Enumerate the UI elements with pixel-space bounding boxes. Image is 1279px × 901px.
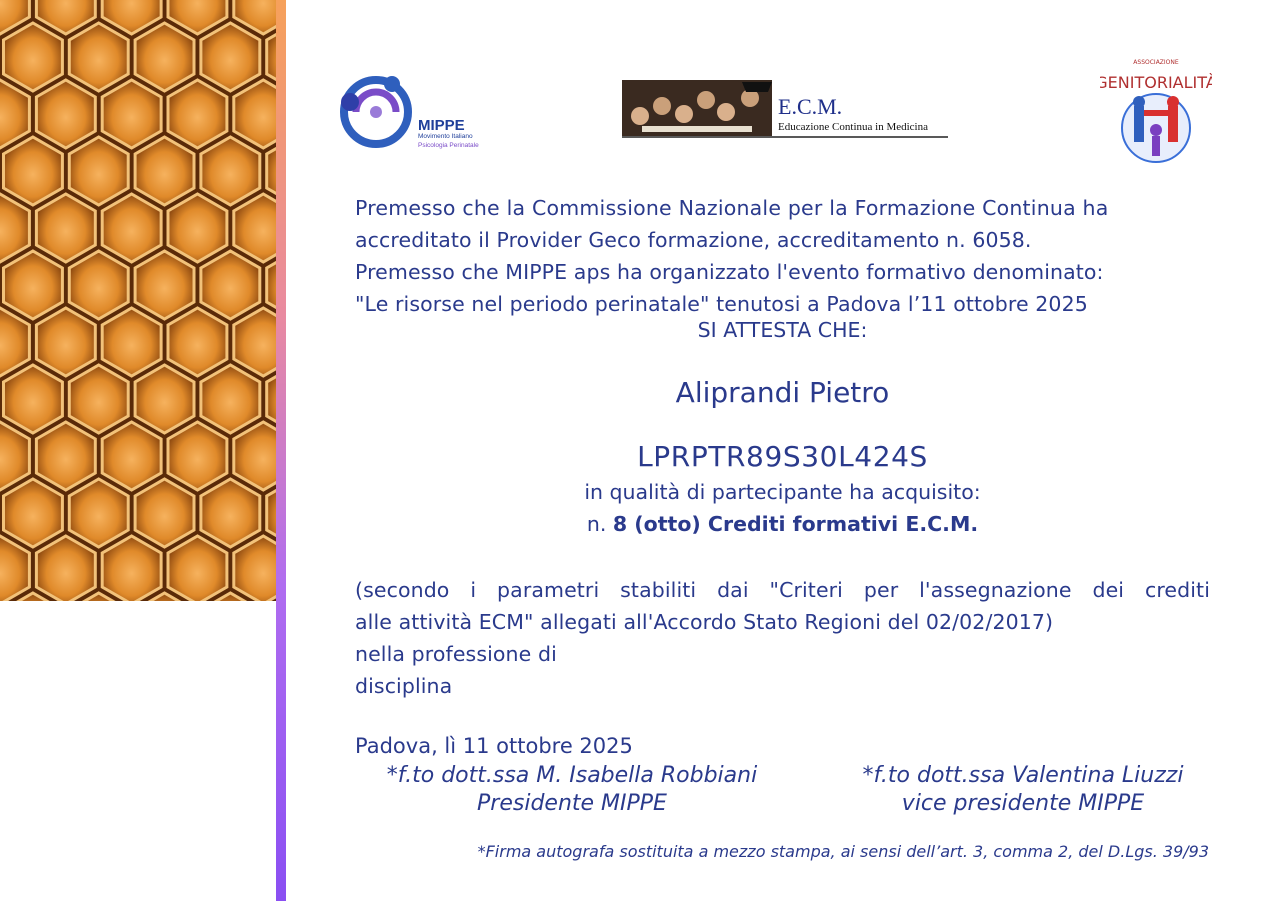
codice-fiscale: LPRPTR89S30L424S xyxy=(637,440,928,473)
disciplina-line: disciplina xyxy=(355,674,453,698)
genitorialita-logo-name: GENITORIALITÀ xyxy=(1100,73,1212,92)
ecm-logo xyxy=(622,78,948,140)
participant-name: Aliprandi Pietro xyxy=(675,376,890,409)
signature-vice-presidente xyxy=(832,762,1214,818)
intro-line: Premesso che la Commissione Nazionale per la Formazione Continua ha xyxy=(355,196,1109,220)
ecm-logo-subtitle: Educazione Continua in Medicina xyxy=(778,121,928,133)
criteria-line: alle attività ECM" allegati all'Accordo Stato Regioni del 02/02/2017) xyxy=(355,610,1054,634)
intro-paragraph xyxy=(355,192,1109,320)
qualita-text: in qualità di partecipante ha acquisito: xyxy=(584,480,981,504)
place-date: Padova, lì 11 ottobre 2025 xyxy=(355,734,633,758)
crediti-text xyxy=(355,512,1210,536)
intro-line: Premesso che MIPPE aps ha organizzato l'evento formativo denominato: xyxy=(355,260,1104,284)
ecm-logo-title: E.C.M. xyxy=(778,94,843,119)
criteria-paragraph xyxy=(355,574,1210,702)
crediti-value: 8 (otto) Crediti formativi E.C.M. xyxy=(612,512,979,536)
professione-line: nella professione di xyxy=(355,642,557,666)
attesta-heading: SI ATTESTA CHE: xyxy=(697,318,868,342)
signature-presidente xyxy=(352,762,792,818)
mippe-logo-name: MIPPE xyxy=(418,117,465,134)
criteria-line: (secondo i parametri stabiliti dai "Criteri per l'assegnazione dei crediti xyxy=(355,578,1210,602)
mippe-logo xyxy=(338,72,498,152)
genitorialita-logo xyxy=(1100,58,1212,166)
intro-line: accreditato il Provider Geco formazione, accreditamento n. 6058. xyxy=(355,228,1032,252)
intro-line: "Le risorse nel periodo perinatale" tenutosi a Padova l’11 ottobre 2025 xyxy=(355,292,1088,316)
gradient-side-bar xyxy=(276,0,286,901)
honeycomb-decoration xyxy=(0,0,276,601)
signature-role: Presidente MIPPE xyxy=(477,791,667,816)
genitorialita-logo-top: ASSOCIAZIONE xyxy=(1133,59,1179,66)
mippe-logo-line1: Movimento Italiano xyxy=(418,133,473,140)
signature-role: vice presidente MIPPE xyxy=(901,791,1145,816)
footnote: *Firma autografa sostituita a mezzo stampa, ai sensi dell’art. 3, comma 2, del D.Lgs. 39/93 xyxy=(477,842,1209,861)
mippe-logo-line2: Psicologia Perinatale xyxy=(418,142,479,149)
crediti-prefix: n. xyxy=(586,512,613,536)
signature-name: *f.to dott.ssa M. Isabella Robbiani xyxy=(386,763,758,788)
signature-name: *f.to dott.ssa Valentina Liuzzi xyxy=(862,763,1184,788)
